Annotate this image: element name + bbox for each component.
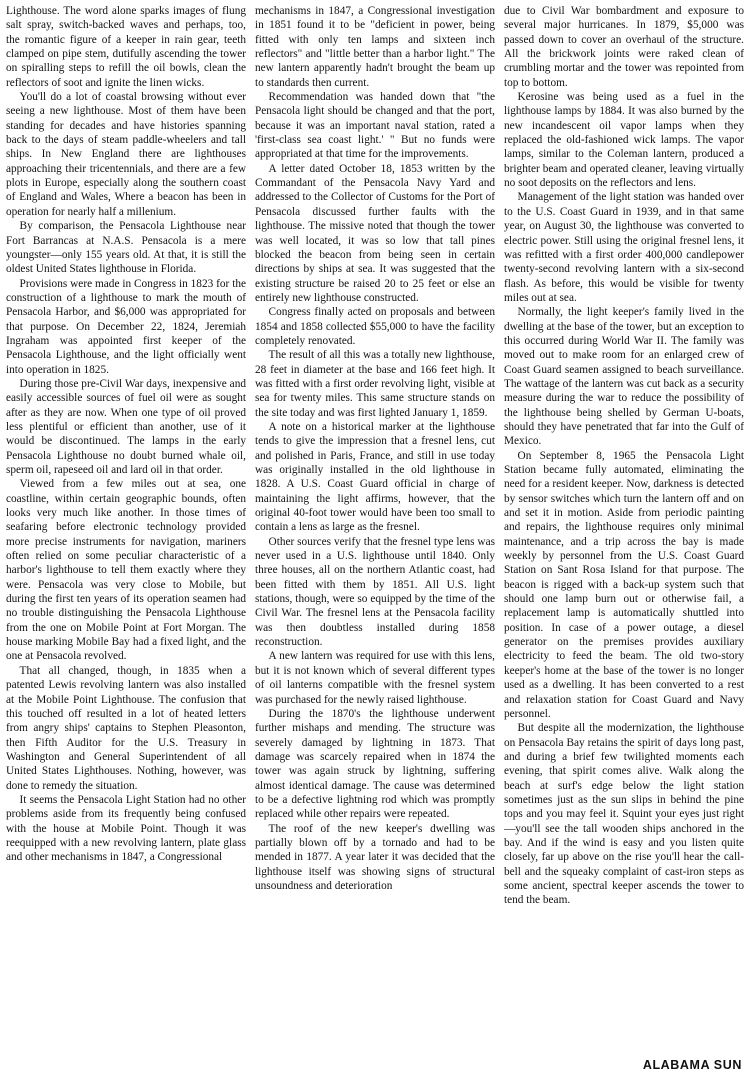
column-middle [255, 4, 495, 1049]
paragraph: Normally, the light keeper's family lived in the dwelling at the base of the tower, but an exception to this occurred during World War II. The family was moved out to make room for an enlarged crew of Coast Guard seamen assigned to beach surveillance. The wattage of the lantern was cut back as a security measure during the war to reduce the possibility of the lighthouse being shelled by German U-boats, should they have penetrated that far into the Gulf of Mexico. [504, 306, 744, 448]
paragraph: During those pre-Civil War days, inexpensive and easily accessible sources of fuel oil were as sought after as they are now. When one type of oil proved less plentiful or efficient than another, use of it would be discontinued. The lamps in the early Pensacola Lighthouse no doubt burned whale oil, sperm oil, rapeseed oil and lard oil in that order. [6, 377, 246, 476]
paragraph: mechanisms in 1847, a Congressional investigation in 1851 found it to be "deficient in power, being fitted with only ten lamps and sixteen inch reflectors" and "little better than a harbor light." The new lantern apparently hadn't brought the beam up to standards then current. [255, 5, 495, 89]
paragraph: It seems the Pensacola Light Station had no other problems aside from its frequently being confused with the house at Mobile Point. Though it was reequipped with a new revolving lantern, plate glass and other mechanisms in 1847, a Congressional [6, 793, 246, 864]
paragraph: Provisions were made in Congress in 1823 for the construction of a lighthouse to mark the mouth of Pensacola Harbor, and $6,000 was appropriated for that purpose. On December 22, 1824, Jeremiah Ingraham was appointed first keeper of the Pensacola Lighthouse, and the light officially went into operation in 1825. [6, 277, 246, 376]
paragraph: That all changed, though, in 1835 when a patented Lewis revolving lantern was also installed at the Mobile Point Lighthouse. The confusion that this touched off resulted in a lot of heated letters from angry ships' captains to Stephen Pleasonton, then Fifth Auditor for the U.S. Treasury in Washington and General Superintendent of all United States Lighthouses. Nothing, however, was done to remedy the situation. [6, 664, 246, 792]
paragraph: due to Civil War bombardment and exposure to several major hurricanes. In 1879, $5,000 was passed down to cover an overhaul of the structure. All the brickwork joints were raked clean of crumbling mortar and the tower was repointed from top to bottom. [504, 5, 744, 89]
paragraph: Lighthouse. The word alone sparks images of flung salt spray, switch-backed waves and perhaps, too, the romantic figure of a keeper in rain gear, teeth clamped on pipe stem, dutifully ascending the tower on spiralling steps to refill the oil bowls, clean the reflectors of soot and ignite the linen wicks. [6, 5, 246, 89]
paragraph: The roof of the new keeper's dwelling was partially blown off by a tornado and had to be mended in 1877. A year later it was decided that the lighthouse itself was showing signs of structural unsoundness and deterioration [255, 822, 495, 892]
paragraph: Viewed from a few miles out at sea, one coastline, within certain geographic bounds, often looks very much like another. In those times of seafaring before electronic technology provided more precise instruments for navigation, mariners often relied on some peculiar characteristic of a harbor's lighthouse to tell them exactly where they were. Pensacola was very close to Mobile, but during the first ten years of its operation seamen had no trouble distinguishing the Pensacola Lighthouse from the one on Mobile Point at Fort Morgan. The house marking Mobile Bay had a fixed light, and the one at Pensacola revolved. [6, 478, 246, 663]
paragraph: Other sources verify that the fresnel type lens was never used in a U.S. lighthouse until 1840. Only three houses, all on the northern Atlantic coast, had been fitted with them by 1851. All U.S. light stations, though, were so equipped by the time of the Civil War. The fresnel lens at the Pensacola facility was then doubtless installed during 1858 reconstruction. [255, 535, 495, 649]
article-columns [6, 4, 744, 1049]
paragraph: The result of all this was a totally new lighthouse, 28 feet in diameter at the base and 166 feet high. It was fitted with a first order revolving light, visible at sea for twenty miles. This same structure stands on the site today and was first lighted January 1, 1859. [255, 349, 495, 419]
paragraph: On September 8, 1965 the Pensacola Light Station became fully automated, eliminating the need for a resident keeper. Now, darkness is detected by sensor switches which turn the lantern off and on and set it in motion. Aside from periodic painting and repairs, the lighthouse requires only minimal maintenance, and a trip across the bay is made weekly by personnel from the U.S. Coast Guard Station on Sant Rosa Island for that purpose. The beacon is rigged with a back-up system such that should one lamp burn out or otherwise fail, a replacement lamp is automatically shuttled into position. In case of a power outage, a diesel generator on the premises provides auxiliary electricity to feed the beam. The old two-story keeper's home at the base of the tower is no longer used as a dwelling. It has been converted to a rest and relaxation station for Coast Guard and Navy personnel. [504, 449, 744, 720]
column-right [504, 4, 744, 1049]
paragraph: Kerosine was being used as a fuel in the lighthouse lamps by 1884. It was also burned by the new incandescent oil vapor lamps when they replaced the old-fashioned wick lamps. The vapor lamps, similar to the Coleman lantern, produced a brighter beam and operated cleaner, leaving virtually no soot deposits on the reflectors and lens. [504, 91, 744, 190]
paragraph: By comparison, the Pensacola Lighthouse near Fort Barrancas at N.A.S. Pensacola is a mere youngster—only 155 years old. At that, it is still the oldest United States lighthouse in Florida. [6, 220, 246, 276]
paragraph: During the 1870's the lighthouse underwent further mishaps and mending. The structure was severely damaged by lightning in 1873. That damage was scarcely repaired when in 1874 the tower was again struck by lightning, suffering almost identical damage. The cause was determined to be a defective lightning rod which was promptly replaced while other repairs were repeated. [255, 707, 495, 821]
paragraph: A note on a historical marker at the lighthouse tends to give the impression that a fresnel lens, cut and polished in Paris, France, and still in use today was originally installed in the old lighthouse in 1828. A U.S. Coast Guard official in charge of maintaining the light affirms, however, that the original 40-foot tower would have been too small to contain a lens as large as the fresnel. [255, 420, 495, 534]
paragraph: You'll do a lot of coastal browsing without ever seeing a new lighthouse. Most of them have been standing for decades and have histories spanning back to the days of steam paddle-wheelers and tall ships. In New England there are lighthouses approaching their tricentennials, and there are a few plots in Europe, especially along the southern coast of England and Wales, Where a beacon has been in operation for nearly half a millenium. [6, 91, 246, 218]
paragraph: But despite all the modernization, the lighthouse on Pensacola Bay retains the spirit of days long past, and during a brief few twilighted moments each evening, that spirit comes alive. Walk along the beach at surf's edge below the light station sometimes just as the sun slips in behind the pine tops and you may feel it. Squint your eyes just right—you'll see the tall wooden ships anchored in the bay. And if the wind is easy and you listen quite closely, far up above on the rise you'll hear the call-bell and the squeaky complaint of cast-iron steps as some ancient, spectral keeper ascends the tower to tend the beam. [504, 722, 744, 907]
paragraph: A letter dated October 18, 1853 written by the Commandant of the Pensacola Navy Yard and addressed to the Collector of Customs for the Port of Pensacola discussed further faults with the lighthouse. The missive noted that though the tower was well located, it was so low that tall pines blocked the beacon from being seen in certain directions by ships at sea. It was suggested that the existing structure be raised 20 to 25 feet or else an entirely new lighthouse constructed. [255, 162, 495, 304]
paragraph: A new lantern was required for use with this lens, but it is not known which of several different types of oil lanterns compatible with the fresnel system was purchased for the newly raised lighthouse. [255, 650, 495, 706]
paragraph: Recommendation was handed down that "the Pensacola light should be changed and that the port, because it was an important naval station, rated a 'first-class sea coast light.' " But no funds were appropriated at that time for the improvements. [255, 91, 495, 161]
column-left [6, 4, 246, 1049]
paragraph: Management of the light station was handed over to the U.S. Coast Guard in 1939, and in that same year, on August 30, the lighthouse was converted to electric power. Still using the original fresnel lens, it was refitted with a first order 400,000 candlepower twenty-second revolving lantern with a six-second flash. As before, this would be visible for twenty miles out at sea. [504, 191, 744, 304]
paragraph: Congress finally acted on proposals and between 1854 and 1858 collected $55,000 to have the facility completely renovated. [255, 306, 495, 347]
publication-footer: ALABAMA SUN [642, 1058, 742, 1072]
